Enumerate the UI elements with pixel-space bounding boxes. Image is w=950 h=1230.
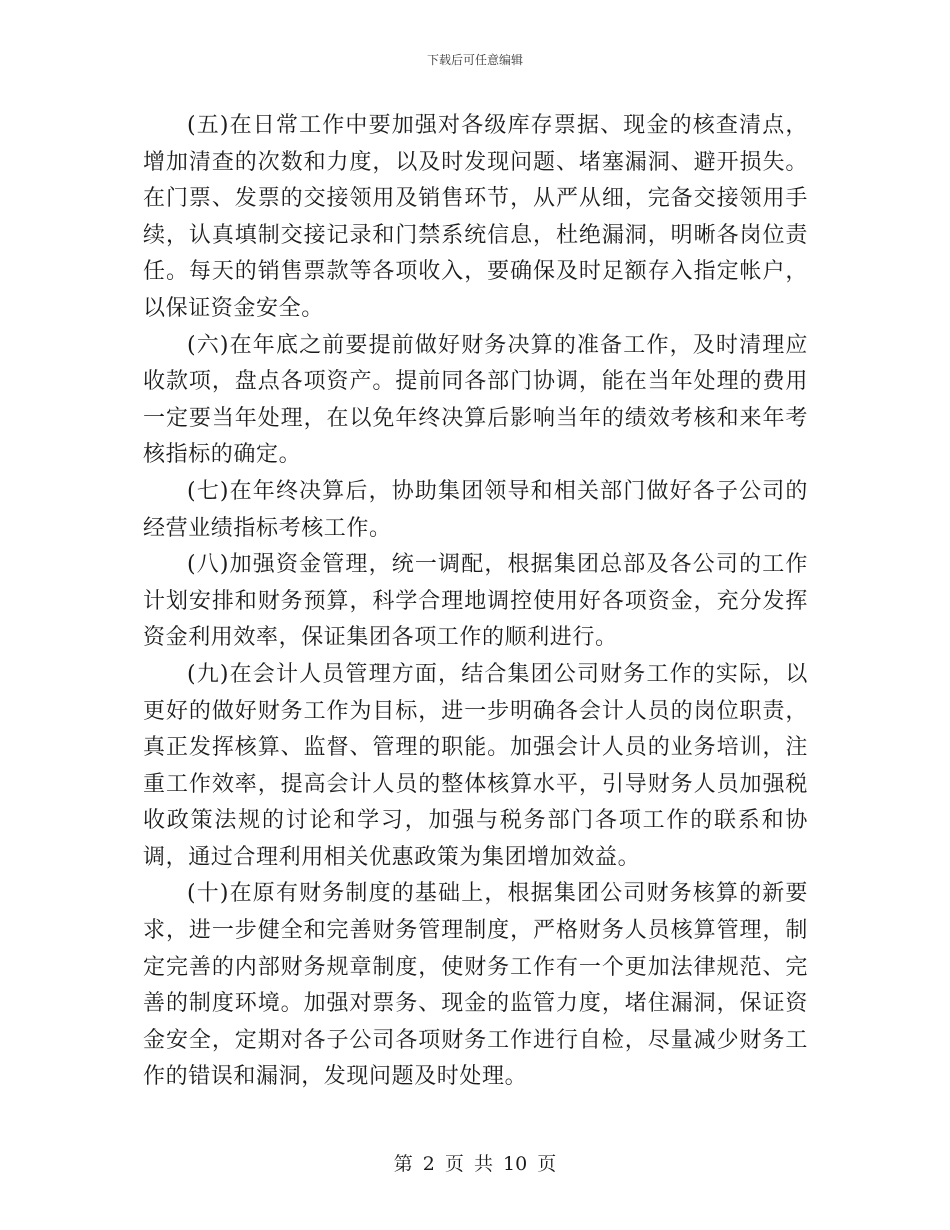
paragraph-10: (十)在原有财务制度的基础上，根据集团公司财务核算的新要求，进一步健全和完善财务管理制度，严格财务人员核算管理，制定完善的内部财务规章制度，使财务工作有一个更加法律规范、完善的制度环境。加强对票务、现金的监管力度，堵住漏洞，保证资金安全，定期对各子公司各项财务工作进行自检，尽量减少财务工作的错误和漏洞，发现问题及时处理。 [143, 881, 808, 1090]
document-body [143, 108, 808, 1096]
page-number-footer: 第 2 页 共 10 页 [393, 1153, 557, 1175]
paragraph-9: (九)在会计人员管理方面，结合集团公司财务工作的实际，以更好的做好财务工作为目标，进一步明确各会计人员的岗位职责，真正发挥核算、监督、管理的职能。加强会计人员的业务培训，注重工作效率，提高会计人员的整体核算水平，引导财务人员加强税收政策法规的讨论和学习，加强与税务部门各项工作的联系和协调，通过合理利用相关优惠政策为集团增加效益。 [143, 661, 808, 870]
paragraph-6: (六)在年底之前要提前做好财务决算的准备工作，及时清理应收款项，盘点各项资产。提前同各部门协调，能在当年处理的费用一定要当年处理，在以免年终决算后影响当年的绩效考核和来年考核指标的确定。 [143, 332, 808, 468]
paragraph-8: (八)加强资金管理，统一调配，根据集团总部及各公司的工作计划安排和财务预算，科学合理地调控使用好各项资金，充分发挥资金利用效率，保证集团各项工作的顺利进行。 [143, 552, 808, 651]
paragraph-7: (七)在年终决算后，协助集团领导和相关部门做好各子公司的经营业绩指标考核工作。 [143, 478, 808, 541]
paragraph-5: (五)在日常工作中要加强对各级库存票据、现金的核查清点，增加清查的次数和力度，以及时发现问题、堵塞漏洞、避开损失。在门票、发票的交接领用及销售环节，从严从细，完备交接领用手续，认真填制交接记录和门禁系统信息，杜绝漏洞，明晰各岗位责任。每天的销售票款等各项收入，要确保及时足额存入指定帐户，以保证资金安全。 [143, 113, 808, 321]
page-header: 下载后可任意编辑 [426, 53, 523, 67]
